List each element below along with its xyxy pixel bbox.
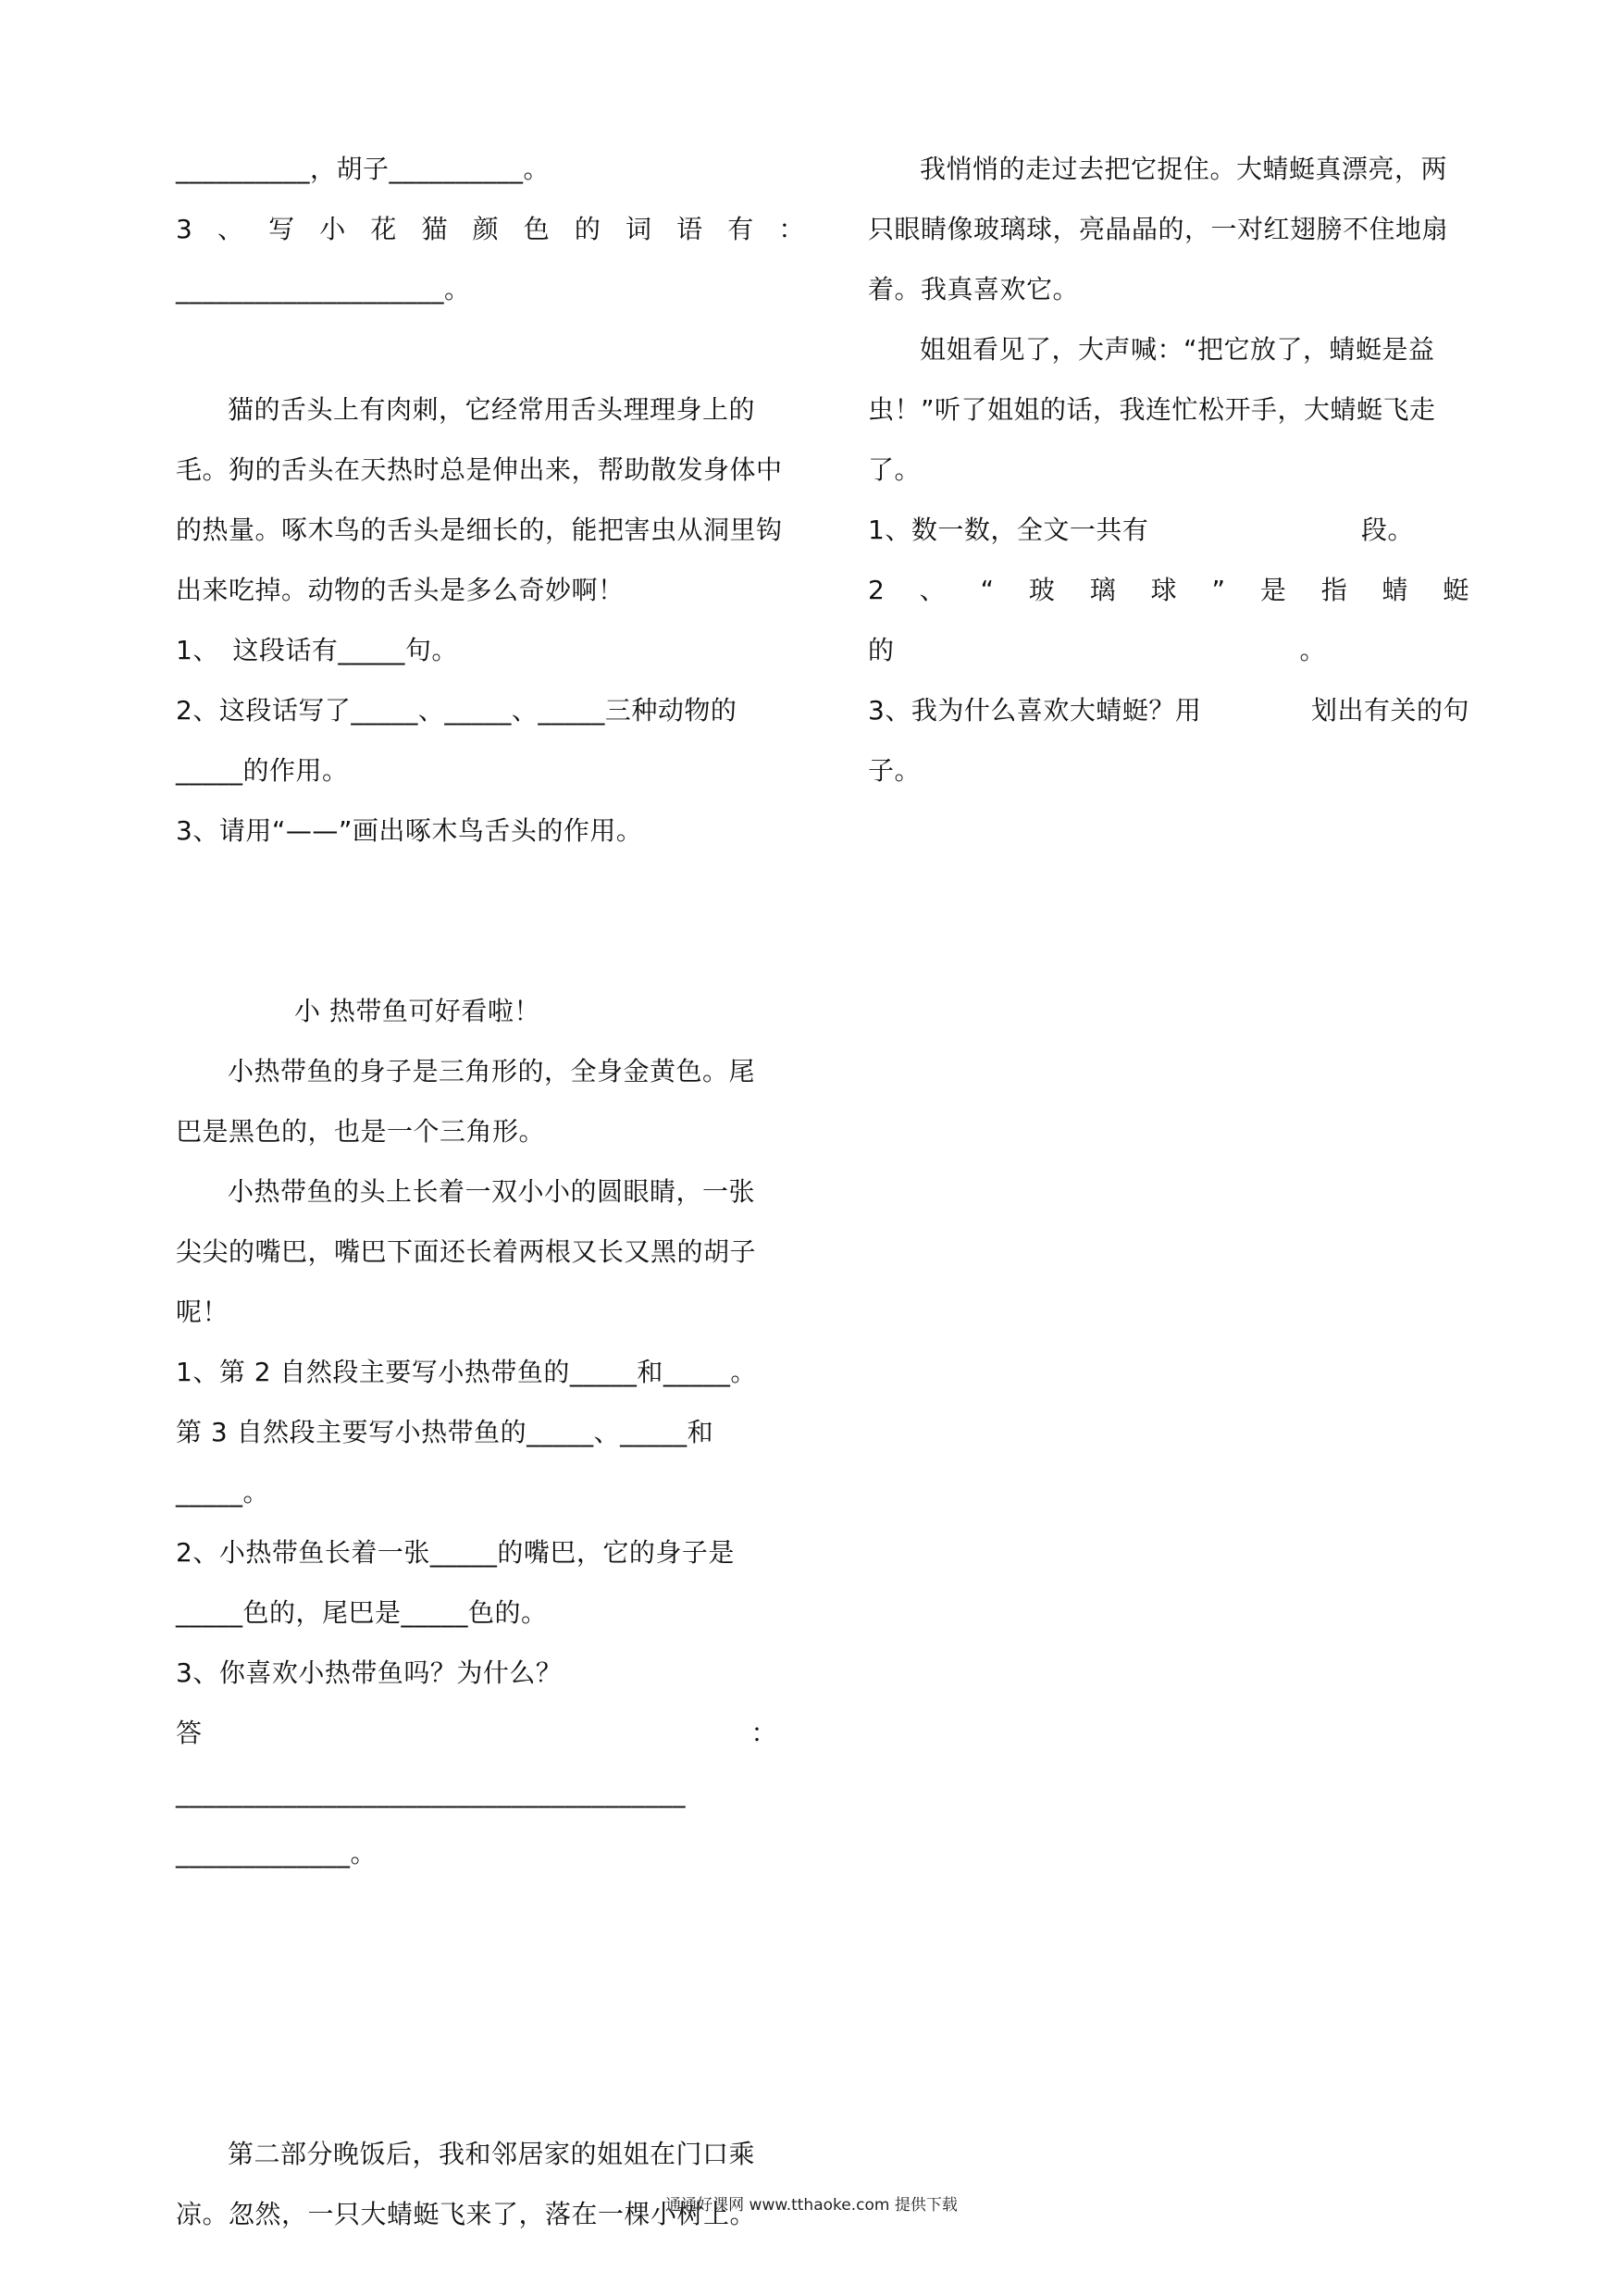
char: 球	[1150, 575, 1178, 605]
char: 写	[268, 214, 295, 244]
question-text: 段。	[1360, 515, 1414, 545]
passage-line: 小热带鱼的身子是三角形的，全身金黄色。尾	[228, 1056, 756, 1086]
question-line: _____的作用。	[176, 755, 349, 786]
question-paragraph-count	[868, 500, 1414, 560]
passage-line: 我悄悄的走过去把它捉住。大蜻蜓真漂亮，两	[920, 154, 1448, 184]
char: 2	[868, 575, 886, 605]
char: 是	[1259, 575, 1287, 605]
question-glass-ball-cont	[868, 620, 1326, 680]
passage-line: 凉。忽然，一只大蜻蜓飞来了，落在一棵小树上。	[176, 2199, 757, 2229]
char: 小	[319, 214, 346, 244]
passage-line: 的热量。啄木鸟的舌头是细长的，能把害虫从洞里钩	[176, 515, 783, 545]
passage-line: 了。	[868, 454, 922, 485]
question-cat-colors	[176, 199, 805, 259]
passage-line: 虫！”听了姐姐的话，我连忙松开手，大蜻蜓飞走	[868, 394, 1436, 425]
answer-label: 答	[176, 1718, 203, 1748]
char: 色	[523, 214, 551, 244]
char: 花	[370, 214, 397, 244]
answer-blank: ______________________________________	[176, 1778, 686, 1808]
char: 3	[176, 214, 193, 244]
passage-line: 猫的舌头上有肉刺，它经常用舌头理理身上的	[228, 394, 756, 425]
passage-line: 第二部分晚饭后，我和邻居家的姐姐在门口乘	[228, 2139, 756, 2169]
char: 词	[625, 214, 652, 244]
char: 有	[727, 214, 754, 244]
question-text: 。	[1299, 635, 1326, 665]
question-why-like	[868, 680, 1469, 740]
passage-line: 出来吃掉。动物的舌头是多么奇妙啊！	[176, 575, 625, 605]
char: “	[980, 575, 995, 605]
passage-line: 姐姐看见了，大声喊：“把它放了，蜻蜓是益	[920, 334, 1435, 365]
passage-line: 只眼睛像玻璃球，亮晶晶的，一对红翅膀不住地扇	[868, 214, 1449, 244]
question-text: 1、数一数，全文一共有	[868, 515, 1149, 545]
question-line: 3、请用“——”画出啄木鸟舌头的作用。	[176, 815, 643, 846]
question-line: _____色的，尾巴是_____色的。	[176, 1597, 548, 1628]
passage-line: 小热带鱼的头上长着一双小小的圆眼睛，一张	[228, 1176, 756, 1207]
question-line: _____。	[176, 1477, 270, 1508]
char: 、	[217, 214, 244, 244]
char: 蜻	[1381, 575, 1409, 605]
passage-line: 巴是黑色的，也是一个三角形。	[176, 1116, 546, 1147]
page-footer: 通通好课网 www.tthaoke.com 提供下载	[665, 2196, 958, 2215]
question-line: 第 3 自然段主要写小热带鱼的_____、_____和	[176, 1417, 714, 1447]
char: 语	[676, 214, 703, 244]
char: 蜓	[1443, 575, 1469, 605]
left-column	[176, 139, 805, 2244]
question-glass-ball	[868, 560, 1469, 620]
char: 颜	[472, 214, 500, 244]
fill-blank-line: __________，胡子__________。	[176, 154, 551, 184]
question-text: 3、我为什么喜欢大蜻蜓？用	[868, 695, 1202, 726]
question-text: 的	[868, 635, 895, 665]
question-text: 子。	[868, 755, 922, 786]
passage-line: 毛。狗的舌头在天热时总是伸出来，帮助散发身体中	[176, 454, 783, 485]
char: 玻	[1028, 575, 1056, 605]
answer-blank: _____________。	[176, 1838, 378, 1868]
char: 的	[574, 214, 601, 244]
section-title: 小 热带鱼可好看啦！	[294, 996, 540, 1026]
question-line: 2、小热带鱼长着一张_____的嘴巴，它的身子是	[176, 1537, 735, 1568]
char: 指	[1320, 575, 1348, 605]
answer-colon: ：	[750, 1718, 777, 1748]
char: ”	[1211, 575, 1226, 605]
question-line: 1、第 2 自然段主要写小热带鱼的_____和_____。	[176, 1357, 757, 1387]
passage-line: 尖尖的嘴巴，嘴巴下面还长着两根又长又黑的胡子	[176, 1236, 757, 1267]
char: 猫	[421, 214, 448, 244]
char: 、	[919, 575, 947, 605]
question-line: 1、 这段话有_____句。	[176, 635, 458, 665]
char: 璃	[1089, 575, 1117, 605]
passage-line: 着。我真喜欢它。	[868, 274, 1080, 304]
question-line: 2、这段话写了_____、_____、_____三种动物的	[176, 695, 737, 726]
right-column	[868, 139, 1469, 800]
char: ：	[778, 214, 805, 244]
question-text: 划出有关的句	[1310, 695, 1469, 726]
answer-blank: ____________________。	[176, 274, 471, 304]
passage-line: 呢！	[176, 1297, 229, 1327]
answer-prompt	[176, 1703, 777, 1763]
question-line: 3、你喜欢小热带鱼吗？为什么？	[176, 1657, 563, 1688]
